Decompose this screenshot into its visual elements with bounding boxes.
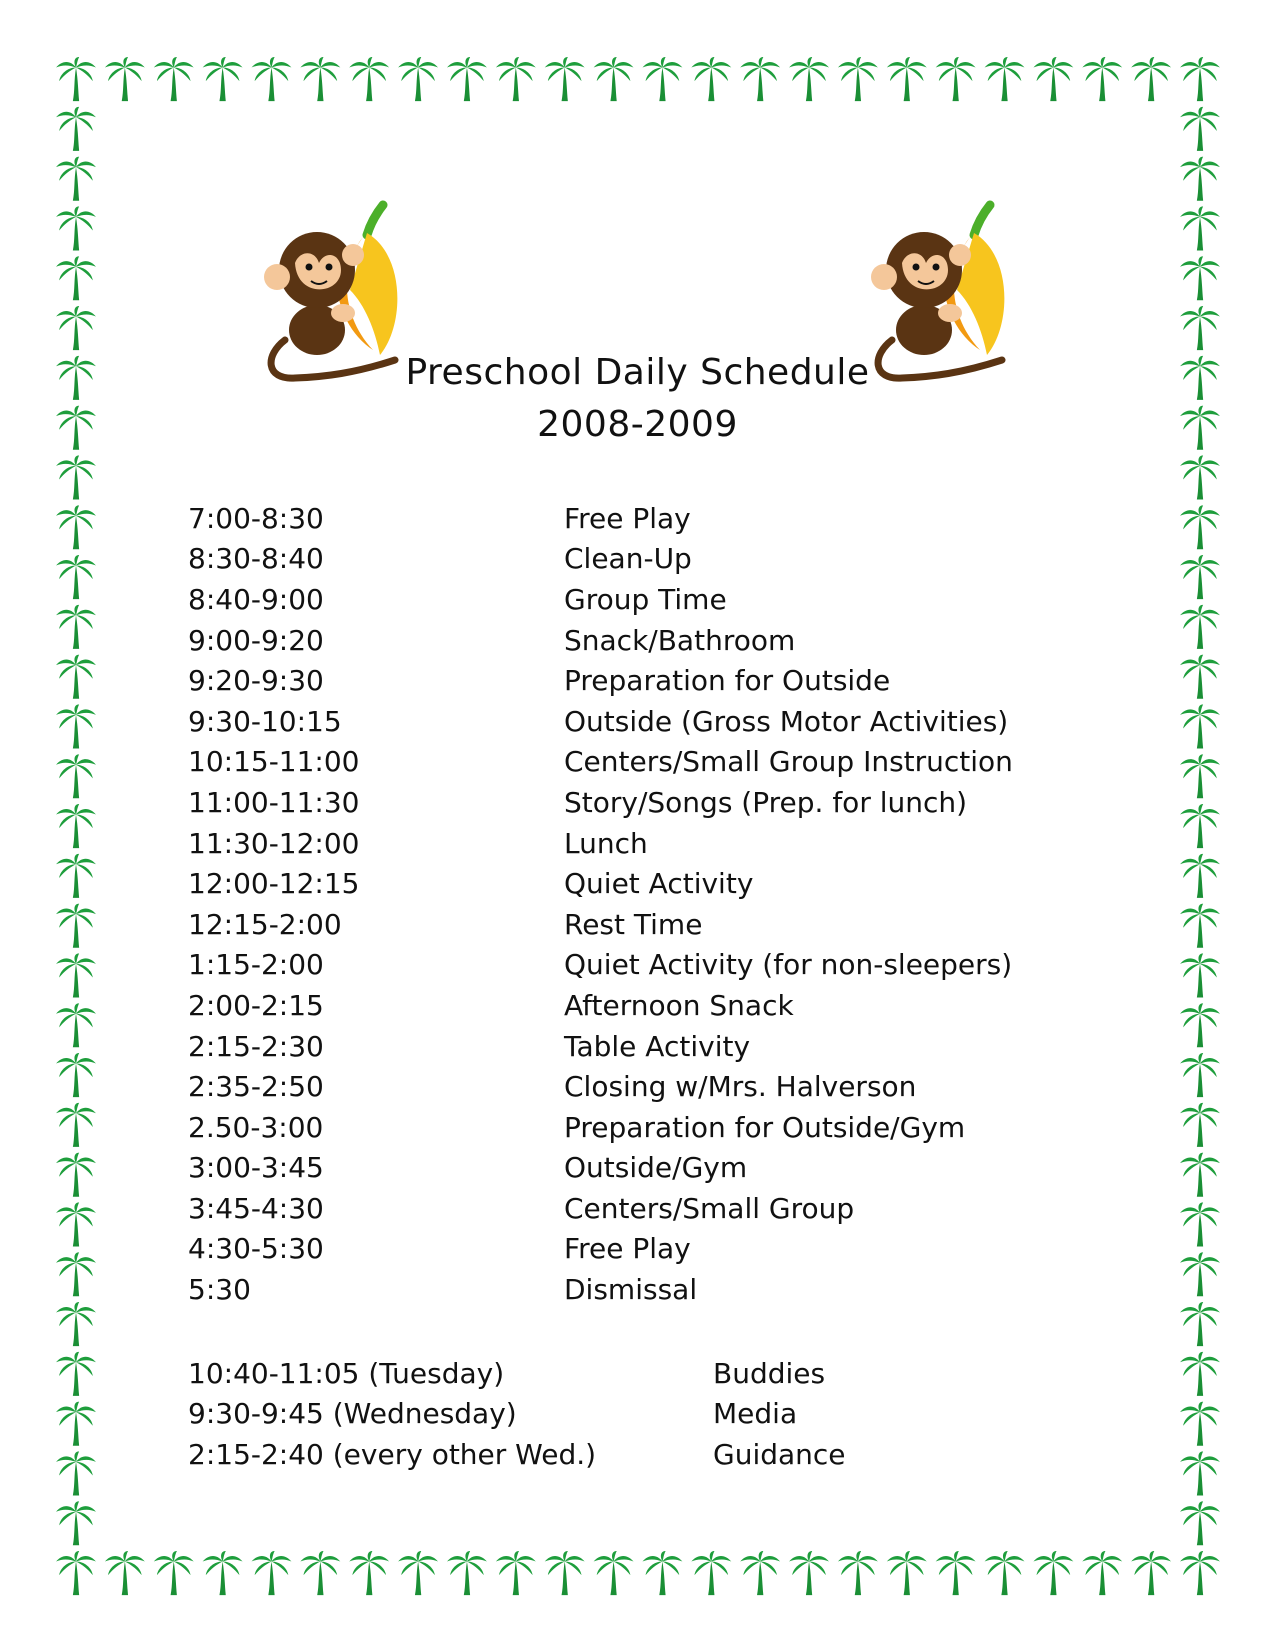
schedule-row <box>188 985 1013 1026</box>
schedule-row <box>188 1026 1013 1067</box>
palm-tree-icon <box>56 754 96 798</box>
schedule-row <box>188 1148 1013 1189</box>
palm-tree-icon <box>56 1302 96 1346</box>
palm-tree-icon <box>496 1551 536 1595</box>
palm-tree-icon <box>1180 904 1220 948</box>
schedule-list <box>188 498 1013 1310</box>
palm-tree-icon <box>691 57 731 101</box>
palm-tree-icon <box>1180 256 1220 300</box>
palm-tree-icon <box>154 1551 194 1595</box>
palm-tree-icon <box>1180 754 1220 798</box>
activity-name: Story/Songs (Prep. for lunch) <box>564 785 968 819</box>
palm-tree-icon <box>1131 1551 1171 1595</box>
activity-name: Outside/Gym <box>564 1151 748 1185</box>
activity-name: Closing w/Mrs. Halverson <box>564 1070 917 1104</box>
palm-tree-icon <box>56 1053 96 1097</box>
palm-tree-icon <box>203 1551 243 1595</box>
palm-tree-icon <box>1180 505 1220 549</box>
palm-tree-icon <box>56 505 96 549</box>
palm-tree-icon <box>56 704 96 748</box>
palm-tree-icon <box>1180 605 1220 649</box>
activity-name: Snack/Bathroom <box>564 623 796 657</box>
palm-tree-icon <box>691 1551 731 1595</box>
activity-name: Afternoon Snack <box>564 988 794 1022</box>
schedule-row <box>188 660 1013 701</box>
palm-tree-icon <box>447 57 487 101</box>
palm-tree-icon <box>1180 306 1220 350</box>
palm-tree-icon <box>1033 57 1073 101</box>
palm-tree-icon <box>1180 107 1220 151</box>
schedule-row <box>188 498 1013 539</box>
schedule-row <box>188 1066 1013 1107</box>
palm-tree-icon <box>56 1451 96 1495</box>
time-range: 9:00-9:20 <box>188 623 324 657</box>
time-range: 4:30-5:30 <box>188 1232 324 1266</box>
weekly-extras-list <box>188 1353 846 1475</box>
activity-name: Group Time <box>564 582 727 616</box>
palm-tree-icon <box>56 605 96 649</box>
schedule-row <box>188 1188 1013 1229</box>
palm-tree-icon <box>740 57 780 101</box>
palm-tree-icon <box>838 1551 878 1595</box>
extra-row <box>188 1394 846 1435</box>
palm-tree-icon <box>300 1551 340 1595</box>
palm-tree-icon <box>56 57 96 101</box>
palm-tree-icon <box>1180 953 1220 997</box>
palm-tree-icon <box>252 57 292 101</box>
palm-tree-icon <box>496 57 536 101</box>
time-range: 11:30-12:00 <box>188 826 360 860</box>
time-range: 2.50-3:00 <box>188 1110 324 1144</box>
activity-name: Clean-Up <box>564 542 692 576</box>
palm-tree-icon <box>740 1551 780 1595</box>
activity-name: Rest Time <box>564 907 703 941</box>
palm-tree-icon <box>1180 1153 1220 1197</box>
activity-name: Table Activity <box>564 1029 751 1063</box>
palm-tree-icon <box>838 57 878 101</box>
schedule-row <box>188 1269 1013 1310</box>
palm-tree-icon <box>56 1501 96 1545</box>
time-range: 8:40-9:00 <box>188 582 324 616</box>
time-range: 9:30-9:45 (Wednesday) <box>188 1397 517 1431</box>
palm-tree-icon <box>56 157 96 201</box>
palm-tree-icon <box>56 1252 96 1296</box>
palm-tree-icon <box>1180 1053 1220 1097</box>
extra-row <box>188 1434 846 1475</box>
palm-tree-icon <box>105 57 145 101</box>
palm-tree-icon <box>1180 57 1220 101</box>
activity-name: Lunch <box>564 826 648 860</box>
activity-name: Free Play <box>564 501 691 535</box>
palm-tree-icon <box>154 57 194 101</box>
palm-tree-icon <box>594 57 634 101</box>
schedule-row <box>188 701 1013 742</box>
time-range: 2:35-2:50 <box>188 1070 324 1104</box>
palm-tree-icon <box>789 1551 829 1595</box>
time-range: 5:30 <box>188 1273 251 1307</box>
palm-tree-icon <box>349 57 389 101</box>
palm-tree-icon <box>447 1551 487 1595</box>
palm-tree-icon <box>1180 1352 1220 1396</box>
schedule-row <box>188 782 1013 823</box>
palm-tree-icon <box>56 455 96 499</box>
palm-tree-icon <box>936 1551 976 1595</box>
palm-tree-icon <box>56 1003 96 1047</box>
time-range: 11:00-11:30 <box>188 785 360 819</box>
page-subtitle-year: 2008-2009 <box>537 404 738 445</box>
palm-tree-icon <box>56 904 96 948</box>
schedule-row <box>188 823 1013 864</box>
palm-tree-icon <box>398 57 438 101</box>
palm-tree-icon <box>887 57 927 101</box>
palm-tree-icon <box>56 306 96 350</box>
palm-tree-icon <box>349 1551 389 1595</box>
palm-tree-icon <box>1131 57 1171 101</box>
palm-tree-icon <box>1180 1202 1220 1246</box>
palm-tree-icon <box>203 57 243 101</box>
palm-tree-icon <box>1082 57 1122 101</box>
palm-tree-icon <box>545 57 585 101</box>
palm-tree-icon <box>1082 1551 1122 1595</box>
palm-tree-icon <box>1180 157 1220 201</box>
time-range: 2:15-2:40 (every other Wed.) <box>188 1437 597 1471</box>
palm-tree-icon <box>642 57 682 101</box>
activity-name: Free Play <box>564 1232 691 1266</box>
time-range: 1:15-2:00 <box>188 948 324 982</box>
palm-tree-icon <box>398 1551 438 1595</box>
extra-row <box>188 1353 846 1394</box>
palm-tree-icon <box>545 1551 585 1595</box>
time-range: 10:15-11:00 <box>188 745 360 779</box>
activity-name: Preparation for Outside <box>564 664 891 698</box>
time-range: 12:15-2:00 <box>188 907 342 941</box>
palm-tree-icon <box>1180 1402 1220 1446</box>
palm-tree-icon <box>56 256 96 300</box>
page-title: Preschool Daily Schedule <box>405 352 870 393</box>
palm-tree-icon <box>1180 854 1220 898</box>
palm-tree-icon <box>1180 1252 1220 1296</box>
palm-tree-icon <box>56 206 96 250</box>
time-range: 9:20-9:30 <box>188 664 324 698</box>
palm-tree-icon <box>936 57 976 101</box>
time-range: 2:00-2:15 <box>188 988 324 1022</box>
schedule-row <box>188 620 1013 661</box>
schedule-row <box>188 539 1013 580</box>
palm-tree-icon <box>56 953 96 997</box>
schedule-row <box>188 742 1013 783</box>
schedule-row <box>188 863 1013 904</box>
palm-tree-icon <box>56 107 96 151</box>
palm-tree-icon <box>1180 1501 1220 1545</box>
activity-name: Guidance <box>713 1437 846 1471</box>
palm-tree-icon <box>1180 1302 1220 1346</box>
time-range: 8:30-8:40 <box>188 542 324 576</box>
palm-tree-icon <box>56 804 96 848</box>
palm-tree-icon <box>56 1402 96 1446</box>
palm-tree-icon <box>985 57 1025 101</box>
palm-tree-icon <box>789 57 829 101</box>
time-range: 3:45-4:30 <box>188 1191 324 1225</box>
activity-name: Centers/Small Group <box>564 1191 855 1225</box>
time-range: 2:15-2:30 <box>188 1029 324 1063</box>
palm-tree-icon <box>1180 704 1220 748</box>
schedule-row <box>188 579 1013 620</box>
palm-tree-icon <box>1180 555 1220 599</box>
activity-name: Centers/Small Group Instruction <box>564 745 1013 779</box>
palm-tree-icon <box>642 1551 682 1595</box>
palm-tree-icon <box>56 1103 96 1147</box>
palm-tree-icon <box>1180 206 1220 250</box>
activity-name: Quiet Activity (for non-sleepers) <box>564 948 1013 982</box>
palm-tree-icon <box>56 655 96 699</box>
palm-tree-icon <box>1180 1551 1220 1595</box>
palm-tree-icon <box>1180 804 1220 848</box>
palm-tree-icon <box>1033 1551 1073 1595</box>
palm-tree-icon <box>1180 1103 1220 1147</box>
palm-tree-icon <box>1180 1451 1220 1495</box>
palm-tree-icon <box>1180 655 1220 699</box>
time-range: 10:40-11:05 (Tuesday) <box>188 1356 505 1390</box>
time-range: 12:00-12:15 <box>188 867 360 901</box>
palm-tree-icon <box>56 854 96 898</box>
activity-name: Buddies <box>713 1356 826 1390</box>
activity-name: Media <box>713 1397 798 1431</box>
palm-tree-icon <box>594 1551 634 1595</box>
activity-name: Quiet Activity <box>564 867 754 901</box>
schedule-row <box>188 904 1013 945</box>
schedule-row <box>188 1107 1013 1148</box>
palm-tree-icon <box>56 1352 96 1396</box>
palm-tree-icon <box>56 555 96 599</box>
palm-tree-icon <box>252 1551 292 1595</box>
palm-tree-icon <box>985 1551 1025 1595</box>
palm-tree-icon <box>1180 1003 1220 1047</box>
palm-tree-icon <box>300 57 340 101</box>
palm-tree-icon <box>1180 455 1220 499</box>
time-range: 9:30-10:15 <box>188 704 342 738</box>
schedule-row <box>188 945 1013 986</box>
palm-tree-icon <box>56 1202 96 1246</box>
palm-tree-icon <box>56 1551 96 1595</box>
palm-tree-icon <box>105 1551 145 1595</box>
time-range: 7:00-8:30 <box>188 501 324 535</box>
activity-name: Dismissal <box>564 1273 698 1307</box>
time-range: 3:00-3:45 <box>188 1151 324 1185</box>
schedule-row <box>188 1229 1013 1270</box>
palm-tree-icon <box>887 1551 927 1595</box>
activity-name: Outside (Gross Motor Activities) <box>564 704 1009 738</box>
activity-name: Preparation for Outside/Gym <box>564 1110 966 1144</box>
palm-tree-icon <box>56 1153 96 1197</box>
